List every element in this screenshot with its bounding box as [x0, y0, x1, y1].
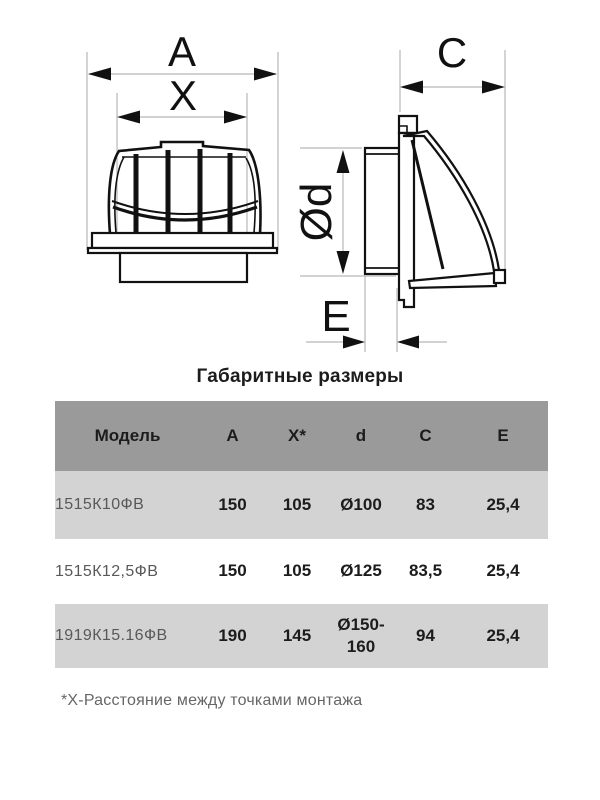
visor-base [409, 273, 496, 288]
arrow-left-icon [397, 336, 419, 349]
col-header-model: Модель [94, 426, 161, 445]
arrow-right-icon [224, 111, 247, 124]
arrow-left-icon [400, 81, 423, 94]
table-row [55, 604, 548, 668]
sleeve [365, 148, 399, 274]
value-x: 145 [282, 625, 312, 645]
col-header-c: C [419, 426, 432, 445]
front-view [87, 28, 278, 282]
value-a: 190 [218, 625, 247, 645]
model-name: 1515К12,5ФВ [55, 562, 159, 580]
model-name: 1919К15.16ФВ [55, 627, 168, 644]
footnote: *Х-Расстояние между точками монтажа [61, 692, 363, 709]
table-row [55, 471, 548, 539]
section-title: Габаритные размеры [196, 366, 404, 387]
value-x: 105 [282, 561, 312, 581]
col-header-d: d [355, 426, 367, 445]
cage-inner-left [115, 157, 124, 233]
value-c: 83,5 [408, 561, 443, 581]
dimensional-drawing [0, 0, 600, 362]
arrow-left-icon [88, 68, 111, 81]
table-header-row [55, 401, 548, 471]
col-header-x: X* [288, 426, 306, 445]
dim-label-e: E [321, 292, 351, 341]
arrow-down-icon [337, 251, 350, 274]
table-row [55, 539, 548, 604]
value-d: Ø100 [340, 494, 382, 514]
value-x: 105 [282, 494, 312, 514]
arrow-left-icon [117, 111, 140, 124]
dim-label-d: Ød [292, 182, 341, 242]
value-e: 25,4 [486, 561, 520, 581]
dimensions-table [55, 401, 548, 668]
value-a: 150 [218, 494, 247, 514]
value-d: Ø150-160 [337, 614, 385, 656]
dim-label-a: A [167, 28, 197, 75]
dim-label-c: C [436, 29, 468, 76]
flange-plate [92, 233, 273, 248]
dim-label-x: X [168, 72, 198, 119]
col-header-e: E [497, 426, 509, 445]
visor-end-cap [494, 270, 505, 283]
value-e: 25,4 [486, 625, 520, 645]
model-name: 1515К10ФВ [55, 496, 145, 513]
side-view [292, 29, 505, 352]
mount-tab-top [399, 116, 417, 133]
duct-spigot [120, 253, 247, 282]
col-header-a: A [226, 426, 239, 445]
value-e: 25,4 [486, 494, 520, 514]
visor-hood [403, 131, 499, 271]
arrow-right-icon [254, 68, 277, 81]
arrow-up-icon [337, 150, 350, 173]
value-d: Ø125 [340, 561, 382, 581]
value-c: 83 [416, 494, 435, 514]
visor-strut [412, 140, 443, 269]
value-c: 94 [416, 625, 435, 645]
value-a: 150 [218, 561, 247, 581]
arrow-right-icon [482, 81, 505, 94]
